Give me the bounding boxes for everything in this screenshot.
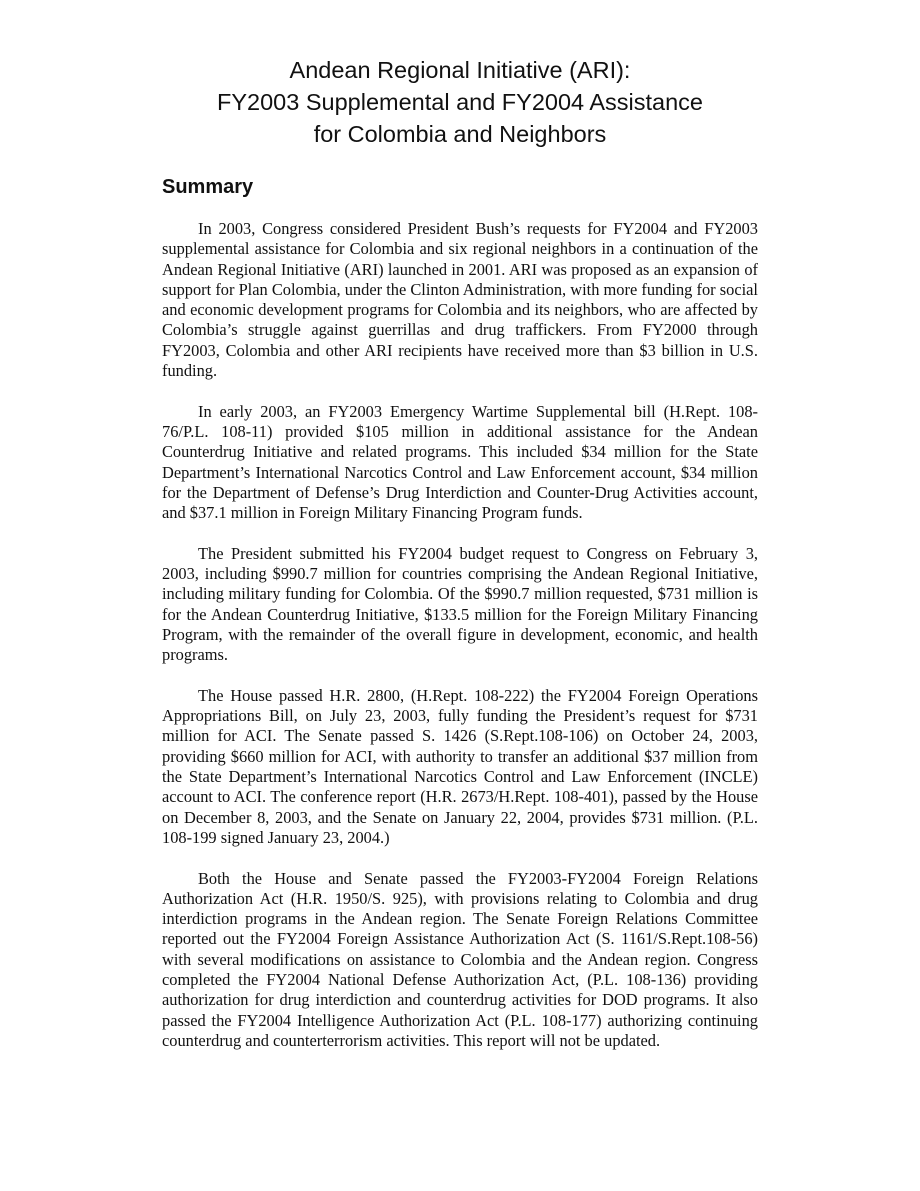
paragraph-5: Both the House and Senate passed the FY2003-FY2004 Foreign Relations Authorization Act (H.R. 1950/S. 925), with provisions relating to Colombia and drug interdiction programs in the Andean region. The Senate Foreign Relations Committee reported out the FY2004 Foreign Assistance Authorization Act (S. 1161/S.Rept.108-56) with several modifications on assistance to Colombia and the Andean region. Congress completed the FY2004 National Defense Authorization Act, (P.L. 108-136) providing authorization for drug interdiction and counterdrug activities for DOD programs. It also passed the FY2004 Intelligence Authorization Act (P.L. 108-177) authorizing continuing counterdrug and counterterrorism activities. This report will not be updated. <box>162 868 758 1050</box>
paragraph-4: The House passed H.R. 2800, (H.Rept. 108-222) the FY2004 Foreign Operations Appropriations Bill, on July 23, 2003, fully funding the President’s request for $731 million for ACI. The Senate passed S. 1426 (S.Rept.108-106) on October 24, 2003, providing $660 million for ACI, with authority to transfer an additional $37 million from the State Department’s International Narcotics Control and Law Enforcement (INCLE) account to ACI. The conference report (H.R. 2673/H.Rept. 108-401), passed by the House on December 8, 2003, and the Senate on January 22, 2004, provides $731 million. (P.L. 108-199 signed January 23, 2004.) <box>162 685 758 847</box>
paragraph-3: The President submitted his FY2004 budget request to Congress on February 3, 2003, including $990.7 million for countries comprising the Andean Regional Initiative, including military funding for Colombia. Of the $990.7 million requested, $731 million is for the Andean Counterdrug Initiative, $133.5 million for the Foreign Military Financing Program, with the remainder of the overall figure in development, economic, and health programs. <box>162 543 758 665</box>
summary-body <box>162 219 758 1071</box>
paragraph-2: In early 2003, an FY2003 Emergency Wartime Supplemental bill (H.Rept. 108-76/P.L. 108-11) provided $105 million in additional assistance for the Andean Counterdrug Initiative and related programs. This included $34 million for the State Department’s International Narcotics Control and Law Enforcement account, $34 million for the Department of Defense’s Drug Interdiction and Counter-Drug Activities account, and $37.1 million in Foreign Military Financing Program funds. <box>162 401 758 523</box>
title-line-1: Andean Regional Initiative (ARI): <box>289 57 631 83</box>
title-line-2: FY2003 Supplemental and FY2004 Assistance <box>217 89 703 115</box>
paragraph-1: In 2003, Congress considered President Bush’s requests for FY2004 and FY2003 supplemental assistance for Colombia and six regional neighbors in a continuation of the Andean Regional Initiative (ARI) launched in 2001. ARI was proposed as an expansion of support for Plan Colombia, under the Clinton Administration, with more funding for social and economic development programs for Colombia and its neighbors, who are affected by Colombia’s struggle against guerrillas and drug traffickers. From FY2000 through FY2003, Colombia and other ARI recipients have received more than $3 billion in U.S. funding. <box>162 219 758 381</box>
section-heading-summary: Summary <box>162 176 254 198</box>
document-title <box>0 54 920 150</box>
title-line-3: for Colombia and Neighbors <box>313 121 607 147</box>
